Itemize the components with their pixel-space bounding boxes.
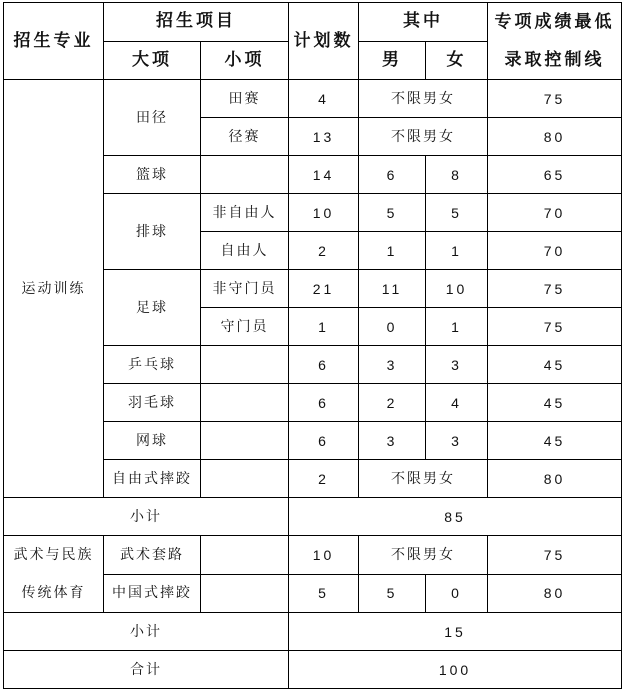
gender-note-cell: 不限男女 <box>359 80 488 118</box>
minor-item-cell <box>201 422 289 460</box>
plan-cell: 10 <box>289 536 359 575</box>
plan-cell: 5 <box>289 574 359 613</box>
subtotal-value: 85 <box>289 498 622 536</box>
female-cell: 8 <box>426 156 488 194</box>
minor-item-cell <box>201 460 289 498</box>
major-item-cell: 排球 <box>104 194 201 270</box>
gender-note-cell: 不限男女 <box>359 536 488 575</box>
score-cell: 75 <box>488 308 622 346</box>
table-row <box>4 80 622 118</box>
male-cell: 5 <box>359 194 426 232</box>
minor-item-cell: 田赛 <box>201 80 289 118</box>
header-project: 招生项目 <box>104 3 289 42</box>
female-cell: 3 <box>426 346 488 384</box>
plan-cell: 6 <box>289 346 359 384</box>
major-item-cell: 田径 <box>104 80 201 156</box>
plan-cell: 6 <box>289 384 359 422</box>
plan-cell: 6 <box>289 422 359 460</box>
header-major-item: 大项 <box>104 41 201 80</box>
header-female: 女 <box>426 41 488 80</box>
major-cell: 运动训练 <box>4 80 104 498</box>
female-cell: 10 <box>426 270 488 308</box>
major-item-cell: 篮球 <box>104 156 201 194</box>
header-minor-item: 小项 <box>201 41 289 80</box>
score-cell: 80 <box>488 460 622 498</box>
minor-item-cell: 径赛 <box>201 118 289 156</box>
table-row <box>4 536 622 575</box>
total-value: 100 <box>289 651 622 689</box>
subtotal-value: 15 <box>289 613 622 651</box>
admission-plan-table <box>3 2 622 689</box>
major-cell <box>4 536 104 613</box>
female-cell: 0 <box>426 574 488 613</box>
female-cell: 1 <box>426 232 488 270</box>
female-cell: 5 <box>426 194 488 232</box>
gender-note-cell: 不限男女 <box>359 460 488 498</box>
score-cell: 80 <box>488 118 622 156</box>
female-cell: 4 <box>426 384 488 422</box>
major-item-cell: 中国式摔跤 <box>104 574 201 613</box>
header-male: 男 <box>359 41 426 80</box>
score-cell: 65 <box>488 156 622 194</box>
score-cell: 45 <box>488 346 622 384</box>
minor-item-cell <box>201 536 289 575</box>
plan-cell: 21 <box>289 270 359 308</box>
minor-item-cell <box>201 346 289 384</box>
score-cell: 80 <box>488 574 622 613</box>
plan-cell: 1 <box>289 308 359 346</box>
male-cell: 6 <box>359 156 426 194</box>
plan-cell: 4 <box>289 80 359 118</box>
plan-cell: 10 <box>289 194 359 232</box>
score-cell: 75 <box>488 80 622 118</box>
header-of-which: 其中 <box>359 3 488 42</box>
total-row <box>4 651 622 689</box>
header-score-line <box>488 3 622 80</box>
total-label: 合计 <box>4 651 289 689</box>
major-item-cell: 羽毛球 <box>104 384 201 422</box>
minor-item-cell: 守门员 <box>201 308 289 346</box>
minor-item-cell <box>201 574 289 613</box>
male-cell: 5 <box>359 574 426 613</box>
subtotal-row <box>4 613 622 651</box>
score-cell: 70 <box>488 232 622 270</box>
subtotal-label: 小计 <box>4 498 289 536</box>
subtotal-row <box>4 498 622 536</box>
gender-note-cell: 不限男女 <box>359 118 488 156</box>
major-item-cell: 武术套路 <box>104 536 201 575</box>
header-plan: 计划数 <box>289 3 359 80</box>
plan-cell: 2 <box>289 232 359 270</box>
header-score-line-2: 录取控制线 <box>504 50 605 70</box>
male-cell: 0 <box>359 308 426 346</box>
male-cell: 11 <box>359 270 426 308</box>
male-cell: 1 <box>359 232 426 270</box>
female-cell: 3 <box>426 422 488 460</box>
major-item-cell: 自由式摔跤 <box>104 460 201 498</box>
major-item-cell: 足球 <box>104 270 201 346</box>
score-cell: 75 <box>488 270 622 308</box>
minor-item-cell <box>201 156 289 194</box>
male-cell: 3 <box>359 422 426 460</box>
plan-cell: 13 <box>289 118 359 156</box>
male-cell: 3 <box>359 346 426 384</box>
score-cell: 45 <box>488 422 622 460</box>
header-row-1 <box>4 3 622 42</box>
major-cell-line-2: 传统体育 <box>21 585 86 601</box>
subtotal-label: 小计 <box>4 613 289 651</box>
plan-cell: 2 <box>289 460 359 498</box>
score-cell: 75 <box>488 536 622 575</box>
minor-item-cell: 非守门员 <box>201 270 289 308</box>
score-cell: 70 <box>488 194 622 232</box>
minor-item-cell: 自由人 <box>201 232 289 270</box>
major-cell-line-1: 武术与民族 <box>13 547 94 563</box>
female-cell: 1 <box>426 308 488 346</box>
plan-cell: 14 <box>289 156 359 194</box>
minor-item-cell <box>201 384 289 422</box>
major-item-cell: 网球 <box>104 422 201 460</box>
header-score-line-1: 专项成绩最低 <box>494 12 615 32</box>
score-cell: 45 <box>488 384 622 422</box>
header-major: 招生专业 <box>4 3 104 80</box>
male-cell: 2 <box>359 384 426 422</box>
minor-item-cell: 非自由人 <box>201 194 289 232</box>
major-item-cell: 乒乓球 <box>104 346 201 384</box>
